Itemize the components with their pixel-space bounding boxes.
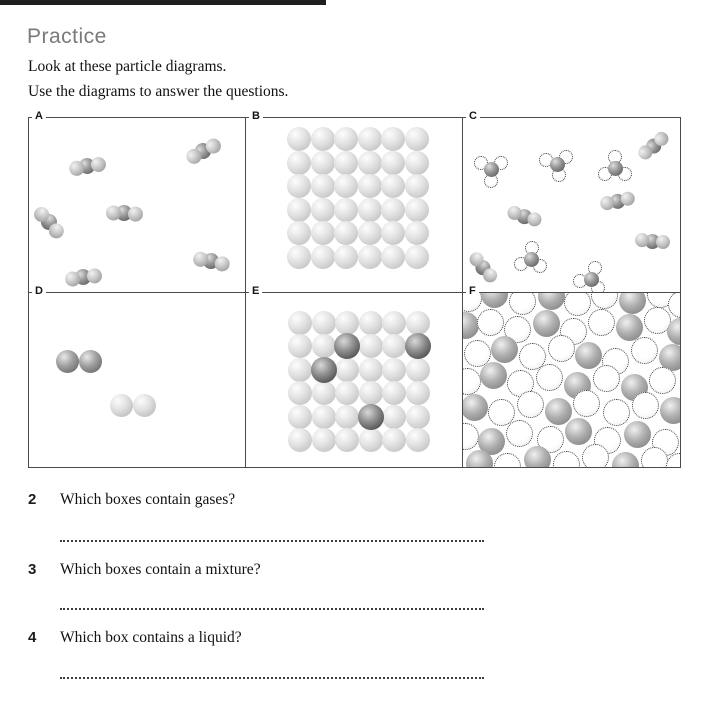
question-4 xyxy=(28,629,628,647)
box-label-c: C xyxy=(466,110,480,123)
particle-diagram-grid xyxy=(28,110,681,468)
particles-layer-c xyxy=(463,118,680,292)
answer-line-3 xyxy=(60,608,484,610)
question-2-number: 2 xyxy=(28,491,37,508)
particles-layer-d xyxy=(29,293,245,468)
box-label-a: A xyxy=(32,110,46,123)
particle-box-b xyxy=(246,110,463,293)
question-4-number: 4 xyxy=(28,629,37,646)
particles-layer-f xyxy=(463,293,680,468)
box-label-e: E xyxy=(249,285,262,298)
particle-box-f xyxy=(463,284,680,468)
intro-line-1: Look at these particle diagrams. xyxy=(28,58,227,75)
question-3-text: Which boxes contain a mixture? xyxy=(60,561,261,578)
question-2-text: Which boxes contain gases? xyxy=(60,491,236,508)
particle-box-d xyxy=(29,284,246,468)
question-3-number: 3 xyxy=(28,561,37,578)
intro-line-2: Use the diagrams to answer the questions. xyxy=(28,83,289,100)
answer-line-4 xyxy=(60,677,484,679)
question-3 xyxy=(28,561,628,579)
particle-box-a xyxy=(29,110,246,293)
particles-layer-a xyxy=(29,118,245,292)
particles-layer-b xyxy=(246,118,462,292)
answer-line-2 xyxy=(60,540,484,542)
particles-layer-e xyxy=(246,293,462,468)
particle-box-e xyxy=(246,284,463,468)
page-title: Practice xyxy=(27,25,107,48)
question-2 xyxy=(28,491,628,509)
particle-box-c xyxy=(463,110,680,293)
page-top-rule xyxy=(0,0,326,5)
box-label-d: D xyxy=(32,285,46,298)
box-label-b: B xyxy=(249,110,263,123)
box-label-f: F xyxy=(466,285,479,298)
question-4-text: Which box contains a liquid? xyxy=(60,629,242,646)
